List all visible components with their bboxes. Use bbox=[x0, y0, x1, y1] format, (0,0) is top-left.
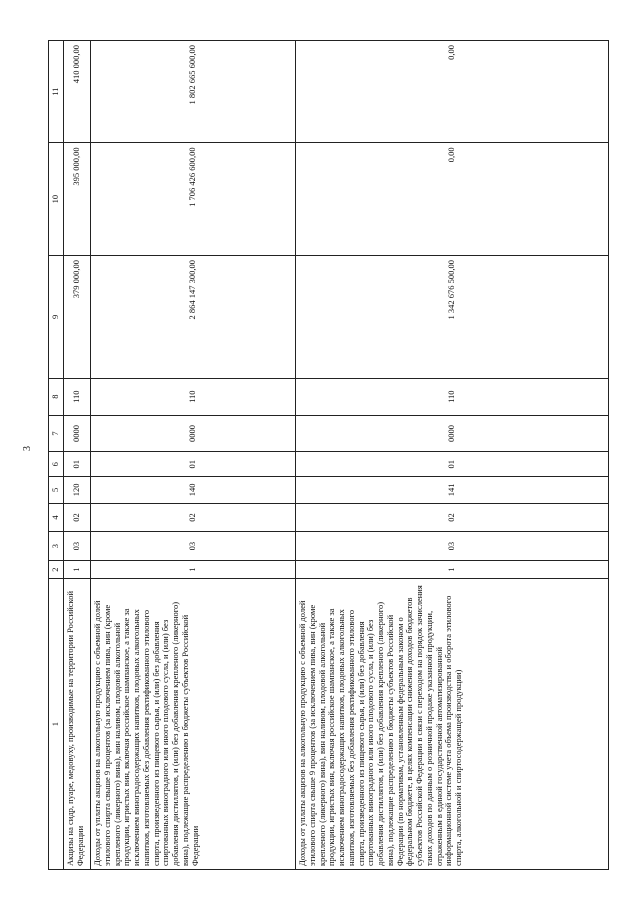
table-row bbox=[91, 41, 296, 870]
cell: 0000 bbox=[91, 415, 296, 452]
cell: 03 bbox=[91, 532, 296, 561]
column-header: 9 bbox=[49, 255, 64, 378]
column-header: 2 bbox=[49, 560, 64, 578]
row-description: Доходы от уплаты акцизов на алкогольную продукцию с объемной долей этилового спирта свыше 9 процентов (за исключением пива, вин (кроме крепленого (ликерного) вина), вин наливом, плодовой алкогольной продукции, игристых вин, включая российское шампанское, а также за исключением виноградосодержащих напитков, плодовых алкогольных напитков, изготовляемых без добавления ректификованного этилового спирта, произведенного из пищевого сырья, и (или) без добавления спиртованных виноградного или иного плодового сусла, и (или) без добавления дистиллятов, и (или) без добавления крепленого (ликерного) вина), подлежащие распределению в бюджеты субъектов Российской Федерации (по нормативам, установленным федеральным законом о федеральном бюджете, в целях компенсации снижения доходов бюджетов субъектов Российской Федерации в связи с переходом на порядок зачисления таких доходов по данным о розничной продаже указанной продукции, отраженным в единой государственной автоматизированной информационной системе учета объема производства и оборота этилового спирта, алкогольной и спиртосодержащей продукции) bbox=[296, 579, 609, 870]
column-header: 4 bbox=[49, 503, 64, 532]
column-header: 1 bbox=[49, 579, 64, 870]
cell: 01 bbox=[64, 452, 91, 477]
cell: 03 bbox=[296, 532, 609, 561]
cell: 02 bbox=[64, 503, 91, 532]
row-description: Доходы от уплаты акцизов на алкогольную продукцию с объемной долей этилового спирта свыше 9 процентов (за исключением пива, вин (кроме крепленого (ликерного) вина), вин наливом, плодовой алкогольной продукции, игристых вин, включая российское шампанское, а также за исключением виноградосодержащих напитков, плодовых алкогольных напитков, изготовляемых без добавления ректификованного этилового спирта, произведенного из пищевого сырья, и (или) без добавления спиртованных виноградного или иного плодового сусла, и (или) без добавления дистиллятов, и (или) без добавления крепленого (ликерного) вина), подлежащие распределению в бюджеты субъектов Российской Федерации bbox=[91, 579, 296, 870]
cell: 01 bbox=[91, 452, 296, 477]
cell: 140 bbox=[91, 477, 296, 504]
budget-table bbox=[48, 40, 609, 870]
cell: 03 bbox=[64, 532, 91, 561]
cell: 110 bbox=[64, 378, 91, 415]
page-number: 3 bbox=[22, 446, 33, 451]
column-numbers-row bbox=[49, 41, 64, 870]
column-header: 3 bbox=[49, 532, 64, 561]
column-header: 5 bbox=[49, 477, 64, 504]
cell: 1 bbox=[296, 560, 609, 578]
column-header: 11 bbox=[49, 41, 64, 143]
column-header: 8 bbox=[49, 378, 64, 415]
value-cell: 2 864 147 300,00 bbox=[91, 255, 296, 378]
cell: 0000 bbox=[64, 415, 91, 452]
value-cell: 410 000,00 bbox=[64, 41, 91, 143]
value-cell: 1 342 676 500,00 bbox=[296, 255, 609, 378]
table-row bbox=[64, 41, 91, 870]
cell: 1 bbox=[64, 560, 91, 578]
value-cell: 1 706 426 600,00 bbox=[91, 143, 296, 256]
row-description: Акцизы на сидр, пуаре, медовуху, производимые на территории Российской Федерации bbox=[64, 579, 91, 870]
cell: 01 bbox=[296, 452, 609, 477]
cell: 02 bbox=[296, 503, 609, 532]
table-row bbox=[296, 41, 609, 870]
column-header: 7 bbox=[49, 415, 64, 452]
cell: 110 bbox=[91, 378, 296, 415]
cell: 1 bbox=[91, 560, 296, 578]
value-cell: 395 000,00 bbox=[64, 143, 91, 256]
cell: 0000 bbox=[296, 415, 609, 452]
cell: 02 bbox=[91, 503, 296, 532]
value-cell: 0,00 bbox=[296, 41, 609, 143]
rotated-table-frame bbox=[48, 40, 608, 870]
cell: 120 bbox=[64, 477, 91, 504]
value-cell: 1 802 665 600,00 bbox=[91, 41, 296, 143]
column-header: 10 bbox=[49, 143, 64, 256]
value-cell: 379 000,00 bbox=[64, 255, 91, 378]
value-cell: 0,00 bbox=[296, 143, 609, 256]
cell: 110 bbox=[296, 378, 609, 415]
cell: 141 bbox=[296, 477, 609, 504]
column-header: 6 bbox=[49, 452, 64, 477]
table-container bbox=[48, 40, 608, 870]
